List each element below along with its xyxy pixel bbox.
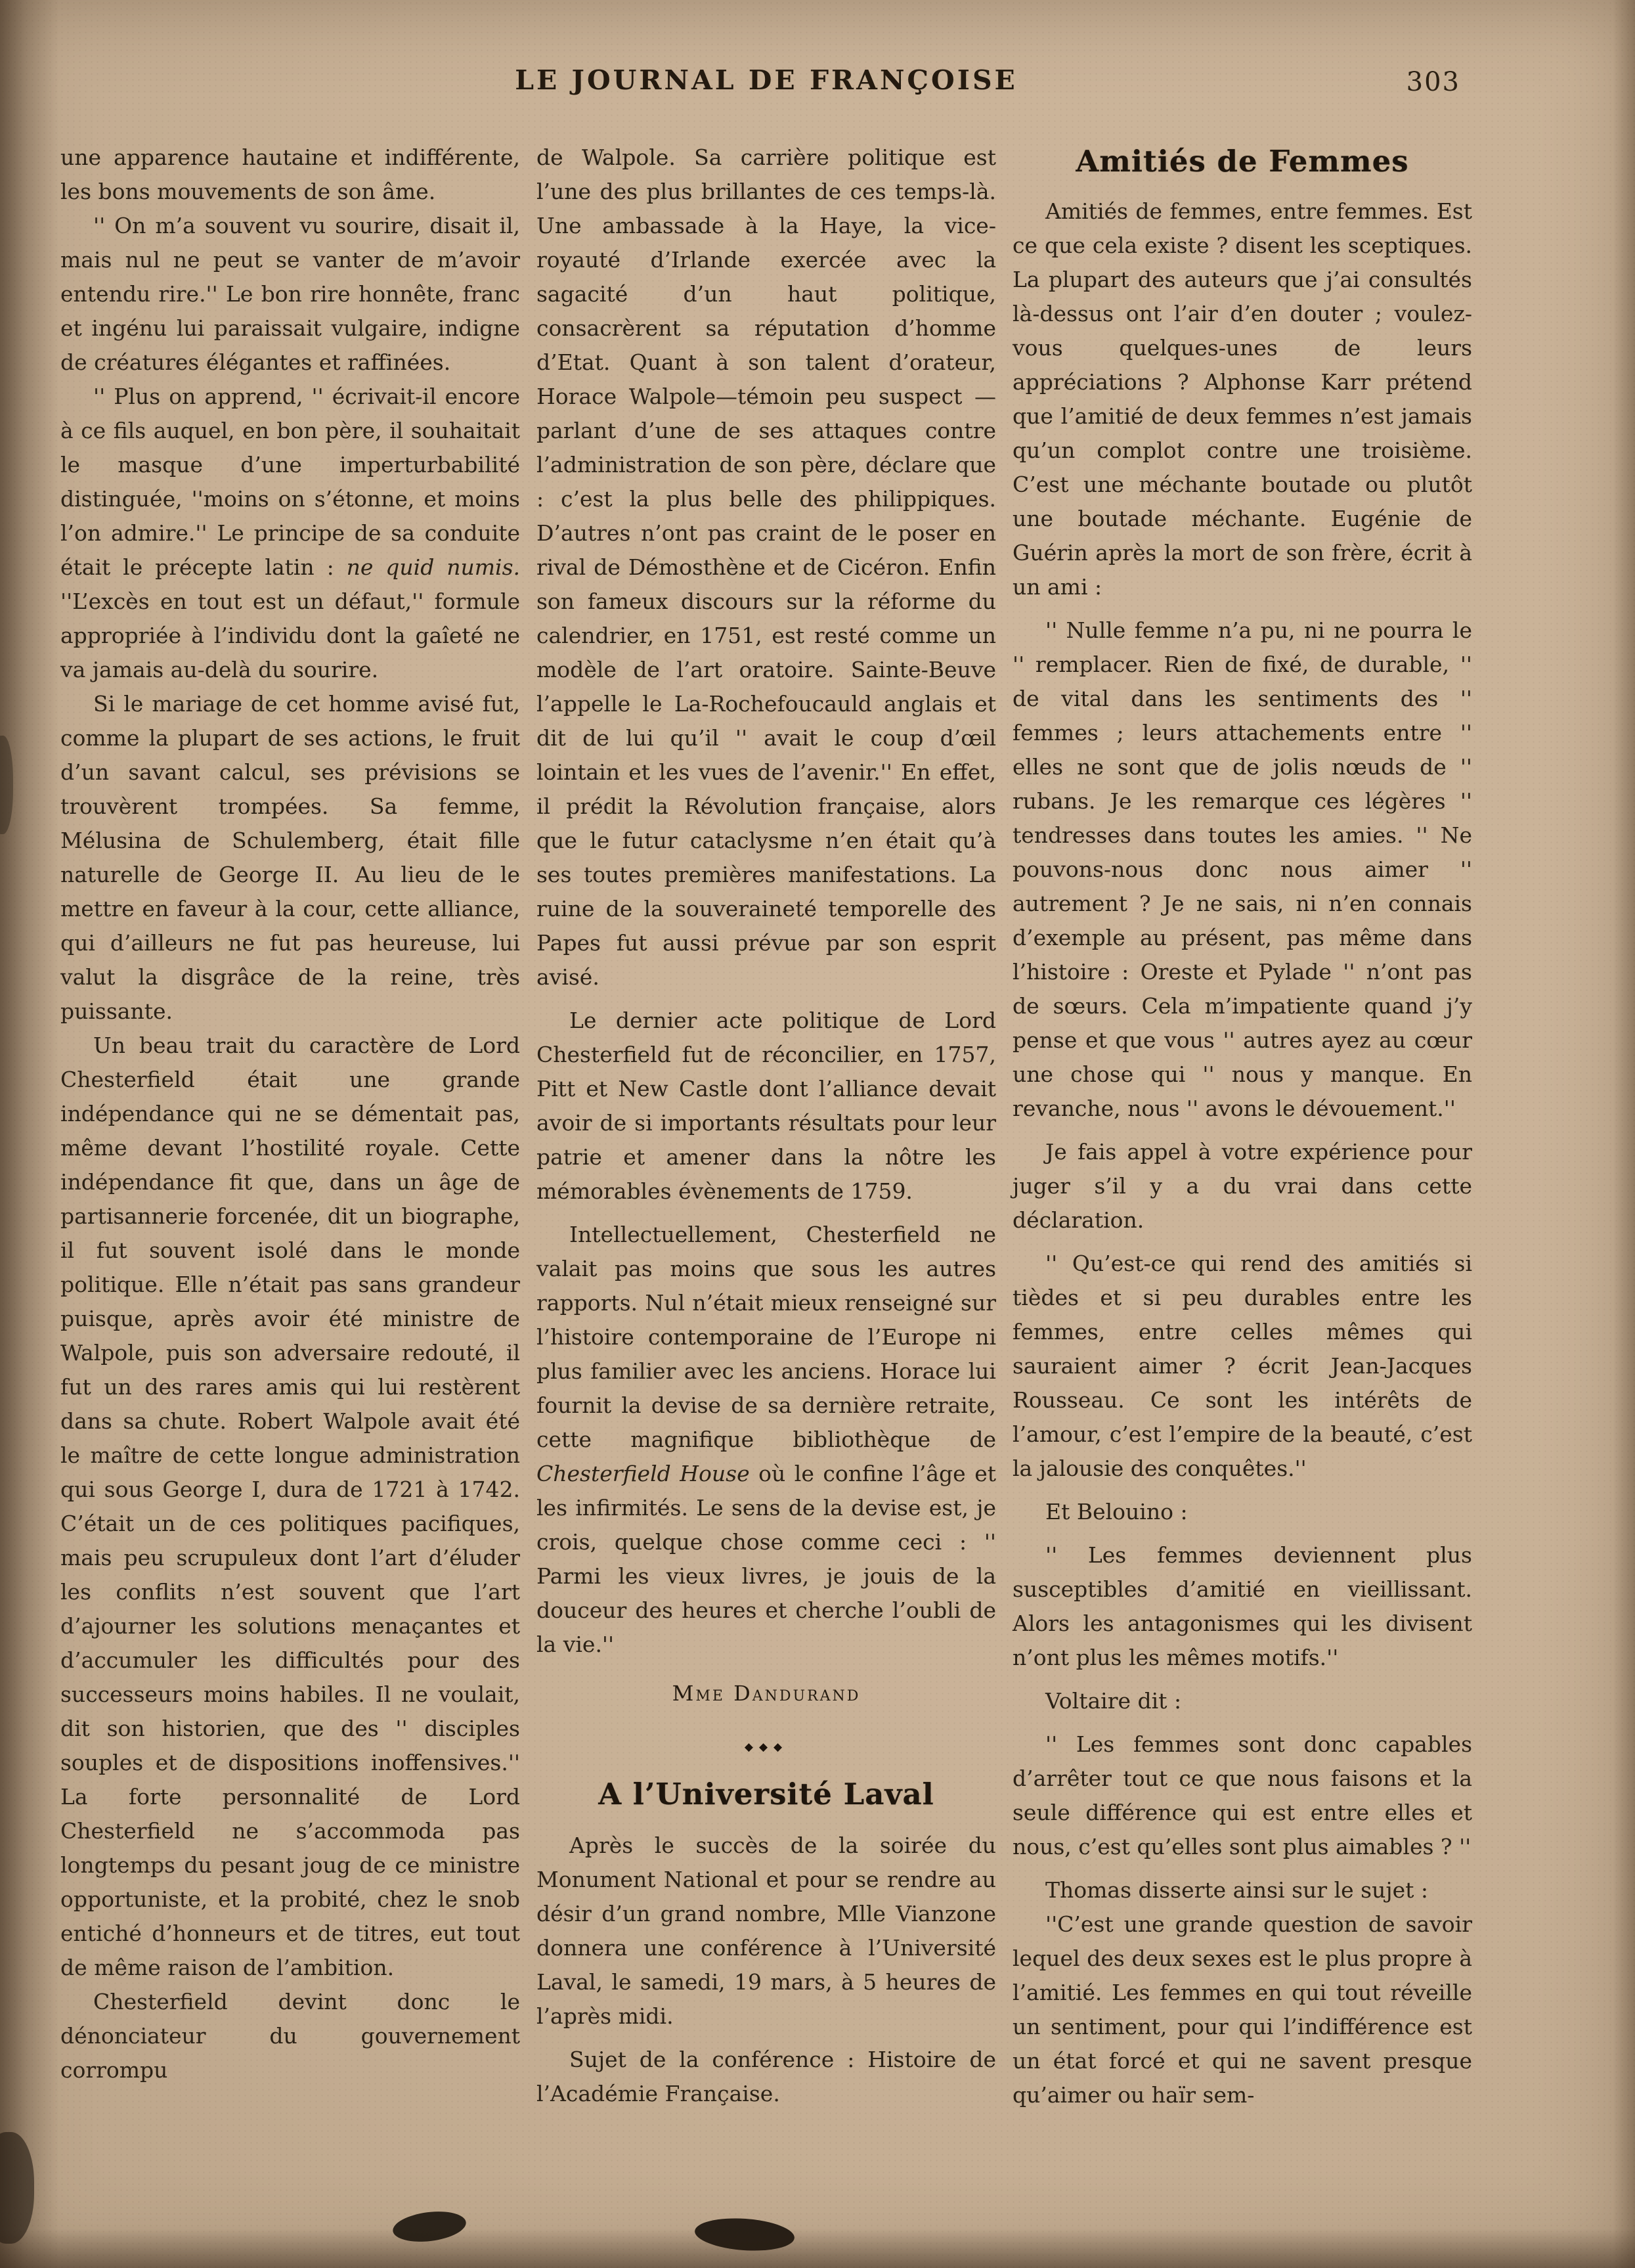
- page-edge-shadow: [1613, 0, 1635, 2268]
- section-title-amities-de-femmes: Amitiés de Femmes: [1076, 144, 1409, 179]
- paragraph: une apparence hautaine et indifférente, les bons mouvements de son âme.: [60, 145, 520, 204]
- paragraph: '' Les femmes deviennent plus susceptibles d’amitié en vieillissant. Alors les antagonismes qui les divisent n’ont plus les mêmes motifs.'': [1013, 1542, 1472, 1670]
- page-content: [60, 51, 1472, 2112]
- paragraph: Sujet de la conférence : Histoire de l’Académie Française.: [536, 2047, 996, 2106]
- paragraph: Thomas disserte ainsi sur le sujet :: [1045, 1877, 1428, 1903]
- paragraph: Voltaire dit :: [1045, 1688, 1182, 1714]
- paragraph: de Walpole. Sa carrière politique est l’une des plus brillantes de ces temps-là. Une ambassade à la Haye, la vice-royauté d’Irlande exercée avec la sagacité d’un haut politique, consacrèrent sa réputation d’homme d’Etat. Quant à son talent d’orateur, Horace Walpole—témoin peu suspect — parlant d’une de ses attaques contre l’administration de son père, déclare que : c’est la plus belle des philippiques. D’autres n’ont pas craint de le poser en rival de Démosthène et de Cicéron. Enfin son fameux discours sur la réforme du calendrier, en 1751, est resté comme un modèle de l’art oratoire. Sainte-Beuve l’appelle le La-Rochefoucauld anglais et dit de lui qu’il '' avait le coup d’œil lointain et les vues de l’avenir.'' En effet, il prédit la Révolution française, alors que le futur cataclysme n’en était qu’à ses toutes premières manifestations. La ruine de la souveraineté temporelle des Papes fut aussi prévue par son esprit avisé.: [536, 145, 996, 990]
- paragraph-text: où le confine l’âge et les infirmités. Le sens de la devise est, je crois, quelque chose comme ceci : '' Parmi les vieux livres, je jouis de la douceur des heures et cherche l’oubli de la vie.'': [536, 1461, 996, 1657]
- author-signature: Mme Dandurand: [672, 1681, 861, 1706]
- section-title-universite-laval: A l’Université Laval: [598, 1777, 934, 1812]
- page-number: 303: [1406, 67, 1460, 97]
- journal-title: LE JOURNAL DE FRANÇOISE: [515, 64, 1018, 96]
- paragraph-text: ''L’excès en tout est un défaut,'' formule appropriée à l’individu dont la gaîeté ne va jamais au-delà du sourire.: [60, 589, 520, 682]
- masthead: [60, 51, 1472, 120]
- paragraph: ''C’est une grande question de savoir lequel des deux sexes est le plus propre à l’amitié. Les femmes en qui tout réveille un sentiment, pour qui l’indifférence est un état forcé et qui ne savent presque qu’aimer ou haïr sem-: [1013, 1911, 1472, 2108]
- paragraph: [536, 1218, 996, 1662]
- paragraph: [60, 380, 520, 687]
- bottom-edge-shadow: [0, 2229, 1635, 2268]
- paragraph: Un beau trait du caractère de Lord Chesterfield était une grande indépendance qui ne se démentait pas, même devant l’hostilité royale. Cette indépendance fit que, dans un âge de partisannerie forcenée, dit un biographe, il fut souvent isolé dans le monde politique. Elle n’était pas sans grandeur puisque, après avoir été ministre de Walpole, puis son adversaire redouté, il fut un des rares amis qui lui restèrent dans sa chute. Robert Walpole avait été le maître de cette longue administration qui sous George I, dura de 1721 à 1742. C’était un de ces politiques pacifiques, mais peu scrupuleux dont l’art d’éluder les conflits n’est souvent que l’art d’ajourner les solutions menaçantes et d’accumuler les difficultés pour des successeurs moins habiles. Il ne voulait, dit son historien, que des '' disciples souples et de dispositions inoffensives.'' La forte personnalité de Lord Chesterfield ne s’accommoda pas longtemps du pesant joug de ce ministre opportuniste, et la probité, chez le snob entiché d’honneurs et de titres, eut tout de même raison de l’ambition.: [60, 1033, 520, 1980]
- binding-shadow: [0, 0, 59, 2268]
- latin-phrase: ne quid numis.: [346, 554, 520, 580]
- column-left: [60, 141, 520, 2112]
- paragraph-text: Intellectuellement, Chesterfield ne valait pas moins que sous les autres rapports. Nul n’était mieux renseigné sur l’histoire contemporaine de l’Europe ni plus familier avec les anciens. Horace lui fournit la devise de sa dernière retraite, cette magnifique bibliothèque de: [536, 1222, 996, 1452]
- paragraph: Amitiés de femmes, entre femmes. Est ce que cela existe ? disent les sceptiques. La plupart des auteurs que j’ai consultés là-dessus ont l’air d’en douter ; voulez-vous quelques-unes de leurs appréciations ? Alphonse Karr prétend que l’amitié de deux femmes n’est jamais qu’un complot contre une troisième. C’est une méchante boutade ou plutôt une boutade méchante. Eugénie de Guérin après la mort de son frère, écrit à un ami :: [1013, 198, 1472, 600]
- paragraph: '' Les femmes sont donc capables d’arrêter tout ce que nous faisons et la seule différence qui est entre elles et nous, c’est qu’elles sont plus aimables ? '': [1013, 1731, 1472, 1859]
- paragraph: '' Qu’est-ce qui rend des amitiés si tièdes et si peu durables entre les femmes, entre celles mêmes qui sauraient aimer ? écrit Jean-Jacques Rousseau. Ce sont les intérêts de l’amour, c’est l’empire de la beauté, c’est la jalousie des conquêtes.'': [1013, 1251, 1472, 1481]
- text-columns: [60, 141, 1472, 2112]
- paragraph-text: '' Plus on apprend, '' écrivait-il encore à ce fils auquel, en bon père, il souhaitait le masque d’une imperturbabilité distinguée, ''moins on s’étonne, et moins l’on admire.'' Le principe de sa conduite était le précepte latin :: [60, 384, 520, 580]
- paragraph: Je fais appel à votre expérience pour juger s’il y a du vrai dans cette déclaration.: [1013, 1139, 1472, 1233]
- section-divider: [536, 1726, 996, 1764]
- book-title: Chesterfield House: [536, 1461, 750, 1486]
- paragraph: Après le succès de la soirée du Monument National et pour se rendre au désir d’un grand nombre, Mlle Vianzone donnera une conférence à l’Université Laval, le samedi, 19 mars, à 5 heures de l’après midi.: [536, 1833, 996, 2029]
- column-middle: [536, 141, 996, 2112]
- divider-ornament-icon: ◆◆◆: [744, 1741, 789, 1754]
- paragraph: Et Belouino :: [1045, 1499, 1188, 1524]
- paragraph: '' Nulle femme n’a pu, ni ne pourra le '' remplacer. Rien de fixé, de durable, '' de vital dans les sentiments des '' femmes ; leurs attachements entre '' elles ne sont que de jolis nœuds de '' rubans. Je les remarque ces légères '' tendresses dans toutes les amies. '' Ne pouvons-nous donc nous aimer '' autrement ? Je ne sais, ni n’en connais d’exemple au présent, pas même dans l’histoire : Oreste et Pylade '' n’ont pas de sœurs. Cela m’impatiente quand j’y pense et que vous '' autres ayez au cœur une chose qui '' nous y manque. En revanche, nous '' avons le dévouement.'': [1013, 617, 1472, 1121]
- paragraph: Chesterfield devint donc le dénonciateur du gouvernement corrompu: [60, 1989, 520, 2083]
- paragraph: Le dernier acte politique de Lord Chesterfield fut de réconcilier, en 1757, Pitt et New Castle dont l’alliance devait avoir de si importants résultats pour leur patrie et amener dans la nôtre les mémorables évènements de 1759.: [536, 1008, 996, 1204]
- paragraph: '' On m’a souvent vu sourire, disait il, mais nul ne peut se vanter de m’avoir entendu rire.'' Le bon rire honnête, franc et ingénu lui paraissait vulgaire, indigne de créatures élégantes et raffinées.: [60, 213, 520, 375]
- paragraph: Si le mariage de cet homme avisé fut, comme la plupart de ses actions, le fruit d’un savant calcul, ses prévisions se trouvèrent trompées. Sa femme, Mélusina de Schulemberg, était fille naturelle de George II. Au lieu de le mettre en faveur à la cour, cette alliance, qui d’ailleurs ne fut pas heureuse, lui valut la disgrâce de la reine, très puissante.: [60, 691, 520, 1024]
- column-right: [1013, 141, 1472, 2112]
